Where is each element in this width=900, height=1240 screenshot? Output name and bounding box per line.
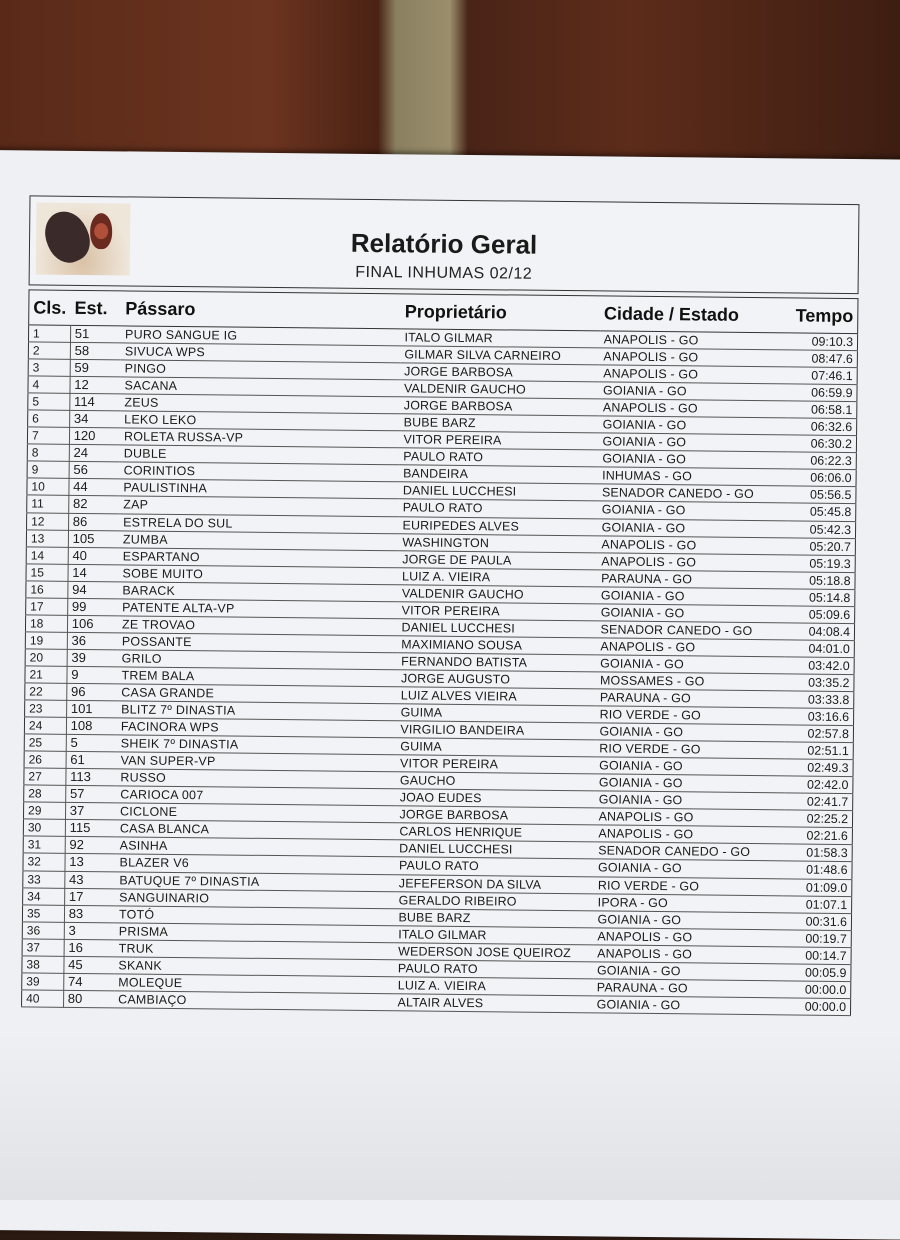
cell-bird-name: FACINORA WPS (117, 718, 397, 738)
cell-bird-name: ZE TROVAO (118, 616, 398, 636)
cell-station: 99 (67, 598, 118, 616)
cell-bird-name: CASA BLANCA (116, 820, 396, 840)
cell-city-state: GOIANIA - GO (593, 962, 782, 981)
cell-time: 03:16.6 (785, 708, 854, 726)
cell-time: 05:18.8 (786, 572, 855, 590)
cell-station: 39 (67, 649, 118, 667)
cell-city-state: GOIANIA - GO (593, 910, 782, 929)
cell-time: 01:07.1 (783, 895, 852, 913)
cell-city-state: ANAPOLIS - GO (599, 365, 788, 384)
cell-classification: 30 (23, 819, 65, 836)
cell-time: 04:08.4 (785, 623, 854, 641)
cell-owner: JORGE AUGUSTO (397, 670, 596, 689)
cell-owner: DANIEL LUCCHESI (397, 619, 596, 638)
cell-classification: 3 (28, 359, 70, 376)
cell-classification: 12 (27, 512, 69, 529)
cell-time: 06:58.1 (788, 401, 857, 419)
cell-bird-name: LEKO LEKO (120, 411, 400, 431)
cell-owner: ITALO GILMAR (400, 329, 599, 348)
cell-station: 92 (65, 837, 116, 855)
cell-owner: GUIMA (397, 704, 596, 723)
cell-city-state: GOIANIA - GO (598, 518, 787, 537)
cell-city-state: INHUMAS - GO (598, 467, 787, 486)
cell-classification: 5 (28, 393, 70, 410)
cell-city-state: GOIANIA - GO (595, 723, 784, 742)
cell-bird-name: MOLEQUE (114, 974, 394, 994)
cell-time: 06:32.6 (788, 418, 857, 436)
cell-city-state: SENADOR CANEDO - GO (594, 842, 783, 861)
cell-owner: BANDEIRA (399, 465, 598, 484)
cell-city-state: GOIANIA - GO (595, 791, 784, 810)
cell-time: 06:59.9 (788, 384, 857, 402)
cell-time: 05:20.7 (786, 537, 855, 555)
cell-owner: PAULO RATO (394, 960, 593, 979)
cell-city-state: RIO VERDE - GO (594, 876, 783, 895)
cell-owner: VALDENIR GAUCHO (398, 584, 597, 603)
cell-bird-name: PURO SANGUE IG (121, 326, 401, 346)
cell-time: 05:45.8 (787, 503, 856, 521)
cell-owner: WEDERSON JOSE QUEIROZ (394, 942, 593, 961)
cell-time: 02:49.3 (784, 759, 853, 777)
cell-owner: EURIPEDES ALVES (399, 516, 598, 535)
cell-station: 58 (70, 342, 121, 360)
cell-city-state: GOIANIA - GO (598, 433, 787, 452)
cell-classification: 18 (25, 615, 67, 632)
cell-bird-name: CAMBIAÇO (114, 991, 394, 1011)
cell-owner: MAXIMIANO SOUSA (397, 636, 596, 655)
cell-classification: 22 (25, 683, 67, 700)
cell-time: 03:42.0 (785, 657, 854, 675)
cell-bird-name: TRUK (115, 940, 395, 960)
cell-bird-name: PATENTE ALTA-VP (118, 599, 398, 619)
cell-bird-name: ZAP (119, 496, 399, 516)
cell-owner: ITALO GILMAR (394, 925, 593, 944)
cell-bird-name: RUSSO (116, 769, 396, 789)
column-header-time: Tempo (789, 298, 858, 334)
cell-city-state: GOIANIA - GO (598, 501, 787, 520)
cell-bird-name: CASA GRANDE (117, 684, 397, 704)
cell-time: 05:14.8 (786, 589, 855, 607)
cell-city-state: GOIANIA - GO (599, 382, 788, 401)
report-subtitle: FINAL INHUMAS 02/12 (355, 263, 533, 283)
cell-owner: FERNANDO BATISTA (397, 653, 596, 672)
cell-classification: 32 (23, 853, 65, 870)
cell-owner: WASHINGTON (398, 533, 597, 552)
cell-time: 03:33.8 (785, 691, 854, 709)
cell-classification: 38 (22, 956, 64, 973)
cell-bird-name: ESTRELA DO SUL (119, 513, 399, 533)
cell-station: 80 (63, 990, 114, 1008)
cell-station: 113 (66, 769, 117, 787)
cell-time: 00:19.7 (782, 929, 851, 947)
cell-bird-name: TOTÓ (115, 905, 395, 925)
cell-bird-name: CICLONE (116, 803, 396, 823)
cell-time: 02:42.0 (784, 776, 853, 794)
cell-city-state: IPORA - GO (594, 893, 783, 912)
cell-station: 101 (66, 700, 117, 718)
cell-city-state: PARAUNA - GO (596, 689, 785, 708)
cell-city-state: ANAPOLIS - GO (599, 348, 788, 367)
cell-bird-name: CORINTIOS (120, 462, 400, 482)
cell-owner: PAULO RATO (395, 857, 594, 876)
cell-station: 105 (68, 530, 119, 548)
report-header (29, 195, 860, 294)
column-header-city: Cidade / Estado (600, 296, 789, 333)
cell-classification: 15 (26, 564, 68, 581)
cell-bird-name: ZUMBA (119, 530, 399, 550)
cell-time: 07:46.1 (788, 367, 857, 385)
cell-time: 03:35.2 (785, 674, 854, 692)
cell-station: 94 (68, 581, 119, 599)
cell-bird-name: BLAZER V6 (115, 854, 395, 874)
cell-owner: JORGE BARBOSA (395, 806, 594, 825)
cell-owner: GERALDO RIBEIRO (395, 891, 594, 910)
cell-classification: 10 (27, 478, 69, 495)
cell-station: 108 (66, 717, 117, 735)
cell-owner: BUBE BARZ (400, 414, 599, 433)
cell-bird-name: PAULISTINHA (119, 479, 399, 499)
cell-station: 12 (70, 376, 121, 394)
cell-bird-name: POSSANTE (118, 633, 398, 653)
cell-city-state: ANAPOLIS - GO (600, 331, 789, 350)
cell-owner: CARLOS HENRIQUE (395, 823, 594, 842)
cell-city-state: MOSSAMES - GO (596, 672, 785, 691)
cell-owner: JORGE BARBOSA (400, 397, 599, 416)
cell-city-state: ANAPOLIS - GO (595, 808, 784, 827)
cell-owner: LUIZ A. VIEIRA (394, 977, 593, 996)
cell-classification: 2 (28, 342, 70, 359)
cell-station: 16 (64, 939, 115, 957)
cell-owner: PAULO RATO (399, 448, 598, 467)
cell-city-state: ANAPOLIS - GO (599, 399, 788, 418)
cell-classification: 16 (26, 581, 68, 598)
cell-bird-name: TREM BALA (117, 667, 397, 687)
cell-station: 43 (65, 871, 116, 889)
cell-classification: 34 (23, 887, 65, 904)
cell-station: 34 (69, 411, 120, 429)
cell-classification: 39 (22, 973, 64, 990)
cell-classification: 33 (23, 870, 65, 887)
cell-classification: 24 (24, 717, 66, 734)
cell-station: 115 (65, 820, 116, 838)
cell-classification: 28 (24, 785, 66, 802)
cell-owner: VALDENIR GAUCHO (400, 380, 599, 399)
cell-city-state: SENADOR CANEDO - GO (596, 621, 785, 640)
cell-station: 3 (64, 922, 115, 940)
cell-classification: 26 (24, 751, 66, 768)
cell-station: 57 (65, 786, 116, 804)
cell-station: 51 (70, 325, 121, 343)
cell-owner: JORGE DE PAULA (398, 550, 597, 569)
cell-city-state: GOIANIA - GO (599, 416, 788, 435)
cell-bird-name: SACANA (120, 377, 400, 397)
cell-station: 36 (67, 632, 118, 650)
cell-bird-name: ROLETA RUSSA-VP (120, 428, 400, 448)
results-table (21, 289, 858, 1016)
cell-station: 24 (69, 445, 120, 463)
cell-time: 06:30.2 (787, 435, 856, 453)
column-header-bird: Pássaro (121, 291, 401, 329)
cell-classification: 21 (25, 666, 67, 683)
cell-owner: DANIEL LUCCHESI (395, 840, 594, 859)
cell-bird-name: SIVUCA WPS (121, 343, 401, 363)
cell-station: 56 (69, 462, 120, 480)
cell-station: 40 (68, 547, 119, 565)
cell-bird-name: ZEUS (120, 394, 400, 414)
cell-owner: VITOR PEREIRA (396, 755, 595, 774)
cell-city-state: ANAPOLIS - GO (593, 945, 782, 964)
cell-owner: DANIEL LUCCHESI (399, 482, 598, 501)
cell-classification: 37 (22, 939, 64, 956)
cell-city-state: ANAPOLIS - GO (597, 552, 786, 571)
cell-station: 37 (65, 803, 116, 821)
cell-classification: 9 (27, 461, 69, 478)
cell-bird-name: SHEIK 7º DINASTIA (117, 735, 397, 755)
cell-bird-name: BARACK (118, 582, 398, 602)
cell-time: 00:14.7 (782, 947, 851, 965)
cell-city-state: ANAPOLIS - GO (593, 928, 782, 947)
cell-time: 01:58.3 (783, 844, 852, 862)
cell-owner: PAULO RATO (399, 499, 598, 518)
report-sheet (21, 195, 859, 1016)
cell-station: 74 (63, 973, 114, 991)
cell-time: 00:05.9 (782, 964, 851, 982)
cell-time: 02:21.6 (783, 827, 852, 845)
cell-station: 82 (68, 496, 119, 514)
cell-time: 02:41.7 (784, 793, 853, 811)
cell-city-state: ANAPOLIS - GO (594, 825, 783, 844)
cell-classification: 27 (24, 768, 66, 785)
cell-station: 9 (67, 666, 118, 684)
cell-time: 01:48.6 (783, 861, 852, 879)
column-header-cls: Cls. (29, 290, 71, 325)
cell-station: 13 (65, 854, 116, 872)
cell-station: 83 (64, 905, 115, 923)
cell-classification: 8 (27, 444, 69, 461)
cell-time: 02:51.1 (784, 742, 853, 760)
cell-city-state: PARAUNA - GO (597, 570, 786, 589)
cell-bird-name: SKANK (114, 957, 394, 977)
cell-classification: 17 (26, 598, 68, 615)
cell-station: 45 (64, 956, 115, 974)
cell-bird-name: BLITZ 7º DINASTIA (117, 701, 397, 721)
cell-station: 86 (68, 513, 119, 531)
cell-classification: 6 (28, 410, 70, 427)
cell-bird-name: ASINHA (116, 837, 396, 857)
cell-time: 05:09.6 (786, 606, 855, 624)
cell-owner: LUIZ A. VIEIRA (398, 567, 597, 586)
cell-classification: 1 (28, 325, 70, 342)
paper-shadow (0, 1030, 900, 1200)
cell-station: 14 (68, 564, 119, 582)
cell-time: 05:42.3 (787, 520, 856, 538)
cell-bird-name: GRILO (118, 650, 398, 670)
cell-owner: BUBE BARZ (394, 908, 593, 927)
cell-bird-name: PRISMA (115, 922, 395, 942)
cell-owner: LUIZ ALVES VIEIRA (397, 687, 596, 706)
cell-classification: 35 (22, 904, 64, 921)
report-title: Relatório Geral (350, 227, 538, 260)
cell-station: 106 (67, 615, 118, 633)
cell-city-state: GOIANIA - GO (593, 996, 782, 1015)
cell-city-state: RIO VERDE - GO (595, 740, 784, 759)
cell-classification: 11 (27, 495, 69, 512)
cell-classification: 7 (27, 427, 69, 444)
cell-bird-name: SOBE MUITO (118, 565, 398, 585)
cell-time: 01:09.0 (783, 878, 852, 896)
cell-city-state: GOIANIA - GO (597, 604, 786, 623)
cell-station: 114 (70, 394, 121, 412)
cell-classification: 13 (26, 529, 68, 546)
cell-station: 44 (69, 479, 120, 497)
cell-city-state: GOIANIA - GO (595, 757, 784, 776)
cell-city-state: SENADOR CANEDO - GO (598, 484, 787, 503)
cell-classification: 20 (25, 649, 67, 666)
cell-owner: GAUCHO (396, 772, 595, 791)
cell-owner: JOAO EUDES (396, 789, 595, 808)
cell-time: 05:56.5 (787, 486, 856, 504)
cell-station: 59 (70, 359, 121, 377)
cell-classification: 14 (26, 547, 68, 564)
cell-time: 06:06.0 (787, 469, 856, 487)
cell-owner: JEFEFERSON DA SILVA (395, 874, 594, 893)
cell-time: 00:31.6 (782, 912, 851, 930)
cell-city-state: GOIANIA - GO (598, 450, 787, 469)
cell-bird-name: CARIOCA 007 (116, 786, 396, 806)
column-header-est: Est. (70, 290, 121, 326)
cell-city-state: GOIANIA - GO (594, 859, 783, 878)
cell-classification: 40 (22, 990, 64, 1007)
cell-classification: 25 (24, 734, 66, 751)
cell-station: 5 (66, 734, 117, 752)
cell-classification: 29 (23, 802, 65, 819)
cell-bird-name: BATUQUE 7º DINASTIA (115, 871, 395, 891)
cell-time: 02:57.8 (784, 725, 853, 743)
cell-classification: 31 (23, 836, 65, 853)
cell-bird-name: VAN SUPER-VP (117, 752, 397, 772)
cell-city-state: GOIANIA - GO (595, 774, 784, 793)
cell-time: 06:22.3 (787, 452, 856, 470)
cell-time: 04:01.0 (785, 640, 854, 658)
cell-bird-name: ESPARTANO (119, 547, 399, 567)
cell-classification: 23 (25, 700, 67, 717)
cell-city-state: GOIANIA - GO (597, 587, 786, 606)
cell-city-state: GOIANIA - GO (596, 655, 785, 674)
cell-classification: 19 (25, 632, 67, 649)
cell-owner: VITOR PEREIRA (399, 431, 598, 450)
cell-time: 05:19.3 (786, 554, 855, 572)
cell-owner: ALTAIR ALVES (394, 994, 593, 1013)
cell-owner: JORGE BARBOSA (400, 363, 599, 382)
column-header-owner: Proprietário (401, 294, 600, 331)
cell-city-state: ANAPOLIS - GO (597, 535, 786, 554)
cell-time: 00:00.0 (782, 981, 851, 999)
cell-city-state: ANAPOLIS - GO (596, 638, 785, 657)
cell-bird-name: DUBLE (120, 445, 400, 465)
cell-classification: 4 (28, 376, 70, 393)
cell-time: 08:47.6 (788, 350, 857, 368)
cell-owner: VITOR PEREIRA (398, 602, 597, 621)
results-table-body (22, 325, 858, 1016)
cell-time: 09:10.3 (789, 333, 858, 351)
cell-bird-name: PINGO (121, 360, 401, 380)
cell-owner: VIRGILIO BANDEIRA (396, 721, 595, 740)
cell-station: 96 (66, 683, 117, 701)
cell-owner: GUIMA (396, 738, 595, 757)
cell-city-state: RIO VERDE - GO (596, 706, 785, 725)
cell-time: 02:25.2 (784, 810, 853, 828)
cell-station: 61 (66, 752, 117, 770)
cell-classification: 36 (22, 922, 64, 939)
cell-station: 17 (64, 888, 115, 906)
cell-time: 00:00.0 (782, 998, 851, 1016)
cell-bird-name: SANGUINARIO (115, 888, 395, 908)
cell-station: 120 (69, 428, 120, 446)
cell-owner: GILMAR SILVA CARNEIRO (400, 346, 599, 365)
cell-city-state: PARAUNA - GO (593, 979, 782, 998)
